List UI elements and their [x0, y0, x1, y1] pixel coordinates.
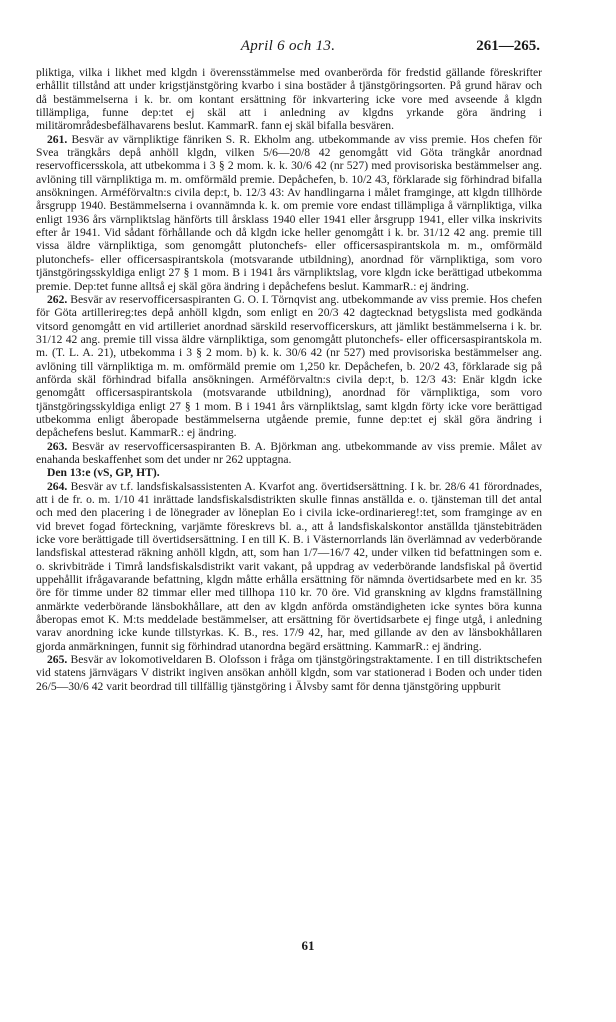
running-header	[36, 38, 540, 58]
date-heading	[36, 466, 542, 479]
paragraph-text: Besvär av lokomotiveldaren B. Olofsson i fråga om tjänstgöringstraktamente. I en till distriktschefen vid statens järnvägars V distrikt ingiven ansökan anhöll klgdn, som var stationerad i Boden och under tiden 26/5—30/6 42 varit beordrad till tillfällig tjänstgöring i Älvsby samt för denna tjänstgöring uppburit	[36, 653, 542, 693]
paragraph-text: Besvär av reservofficersaspiranten G. O. I. Törnqvist ang. utbekommande av viss premie. Hos chefen för Göta artillerireg:tes depå anhöll klgdn, som enligt en 20/3 42 dagtecknad betygslista med godkända vitsord genomgått en vid artilleriet anordnad särskild reservofficerskurs, att jämlikt bestämmelserna i k. br. 31/12 42 ang. premie till vissa äldre värnpliktiga, som genomgått plutonchefs- eller officersaspirantskola m. m. (T. L. A. 21), utbekomma i 3 § 2 mom. b) k. k. 30/6 42 (nr 527) med provisoriska bestämmelser ang. avlöning till värnpliktiga m. m. omförmäld premie om 1,250 kr. Depåchefen, b. 20/2 43, förklarade sig på anförda skäl förhindrad bifalla ansökningen. Arméförvaltn:s civila dep:t, b. 12/3 43: Enär klgdn icke genomgått officersaspirantskola (motsvarande utbildning), anordnad för värnpliktiga, som voro tjänstgöringsskyldiga enligt 27 § 1 mom. B i 1941 års värnpliktslag, samt klgdn förty icke vore berättigad utbekomma enligt åberopade bestämmelserna utgående premie, funne dep:tet ej skäl göra ändring i depåchefens beslut. KammarR.: ej ändring.	[36, 292, 542, 440]
case-261	[36, 133, 542, 293]
case-264	[36, 480, 542, 653]
body-text	[36, 66, 542, 693]
case-265	[36, 653, 542, 693]
paragraph-text: pliktiga, vilka i likhet med klgdn i överensstämmelse med ovanberörda för fredstid gällande föreskrifter erhållit tillstånd att under krigstjänstgöring kvarbo i sina bostäder å tjänstgöringsorten. På grund härav och då bestämmelserna i k. br. om kontant ersättning för inkvartering icke vore med avseende å klgdn tillämpliga, funne dep:tet ej skäl att i anledning av klgdns yrkande göra ändring i militärområdesbefälhavarens beslut. KammarR. fann ej skäl bifalla besvären.	[36, 66, 542, 133]
case-number: 263.	[47, 439, 68, 453]
page-number: 61	[301, 938, 315, 953]
date-heading-text: Den 13:e (vS, GP, HT).	[47, 466, 160, 480]
header-page-range: 261—265.	[476, 38, 540, 54]
paragraph-text: Besvär av reservofficersaspiranten B. A. Björkman ang. utbekommande av viss premie. Målet av enahanda beskaffenhet som det under nr 262 upptagna.	[36, 439, 542, 466]
case-263	[36, 440, 542, 467]
paragraph-continuation	[36, 66, 542, 133]
case-number: 261.	[47, 132, 68, 146]
case-number: 264.	[47, 479, 68, 493]
paragraph-text: Besvär av värnpliktige fänriken S. R. Ekholm ang. utbekommande av viss premie. Hos chefen för Svea trängkårs depå anhöll klgdn, vilken 5/6—20/8 42 genomgått vid Göta trängkår anordnad reservofficersskola, att utbekomma i 3 § 2 mom. k. k. 30/6 42 (nr 527) med provisoriska bestämmelser ang. avlöning till värnpliktiga m. m. omförmäld premie. Depåchefen, b. 10/2 43, förklarade sig förhindrad bifalla ansökningen. Arméförvaltn:s civila dep:t, b. 12/3 43: Av handlingarna i målet framginge, att klgdn tillhörde årsgrupp 1940. Bestämmelserna i ovannämnda k. k. om premie vore endast tillämpliga å värnpliktiga, vilka enligt 1936 års värnpliktslag hänförts till årsklass 1940 eller 1941 eller årsgrupp 1941, eller vilka inskrivits efter år 1941. Vid sådant förhållande och då klgdn icke heller genomgått i k. br. 31/12 42 ang. premie till vissa äldre värnpliktiga, som genomgått plutonchefs- eller officersaspirantskola m. m., omförmäld plutonchefs- eller officersaspirantskola (motsvarande utbildning), anordnad för värnpliktiga, som voro tjänstgöringsskyldiga enligt 27 § 1 mom. B i 1941 års värnpliktslag, vore klgdn icke berättigad utbekomma premie. Dep:tet funne alltså ej skäl göra ändring i depåchefens beslut. KammarR.: ej ändring.	[36, 132, 543, 293]
paragraph-text: Besvär av t.f. landsfiskalsassistenten A. Kvarfot ang. övertidsersättning. I k. br. 28/6 41 förordnades, att i de fr. o. m. 1/10 41 inrättade landsfiskalsdistrikten skulle finnas anställda e. o. tjänsteman till det antal och med den placering i de lönegrader av löneplan Eo i civila icke-ordinariereg!:tet, som framginge av en vid brevet fogad förteckning, varjämte föreskrevs bl. a., att å landsfiskalskontor anställda tjänstebiträden icke vore berättigade till övertidsersättning. I en till K. B. i Västernorrlands län överlämnad av vederbörande landsfiskal attesterad räkning anhöll klgdn, att, som han 1/7—16/7 42, under vilken tid befattningen som e. o. skrivbiträde i Timrå landsfiskalsdistrikt varit vakant, på uppdrag av vederbörande landsfiskal på övertid uppehållit ifrågavarande befattning, klgdn måtte erhålla ersättning för nämnda övertidsarbete med en kr. 35 öre för timme under 82 timmar eller med tillhopa 110 kr. 70 öre. Vid granskning av klgdns framställning anmärkte vederbörande länsbokhållare, att den av klgdn anförda omständigheten icke syntes böra kunna åberopas emot K. M:ts meddelade bestämmelser, att ersättning för övertidsarbete ej finge utgå, i anledning varav anordning icke kunde tillstyrkas. K. B., res. 17/9 42, har, med gillande av den av länsbokhållaren gjorda anmärkningen, funnit sig förhindrad utanordna begärd ersättning. KammarR.: ej ändring.	[36, 479, 543, 653]
header-title: April 6 och 13.	[240, 38, 336, 54]
case-262	[36, 293, 542, 440]
case-number: 265.	[47, 653, 68, 667]
case-number: 262.	[47, 292, 68, 306]
